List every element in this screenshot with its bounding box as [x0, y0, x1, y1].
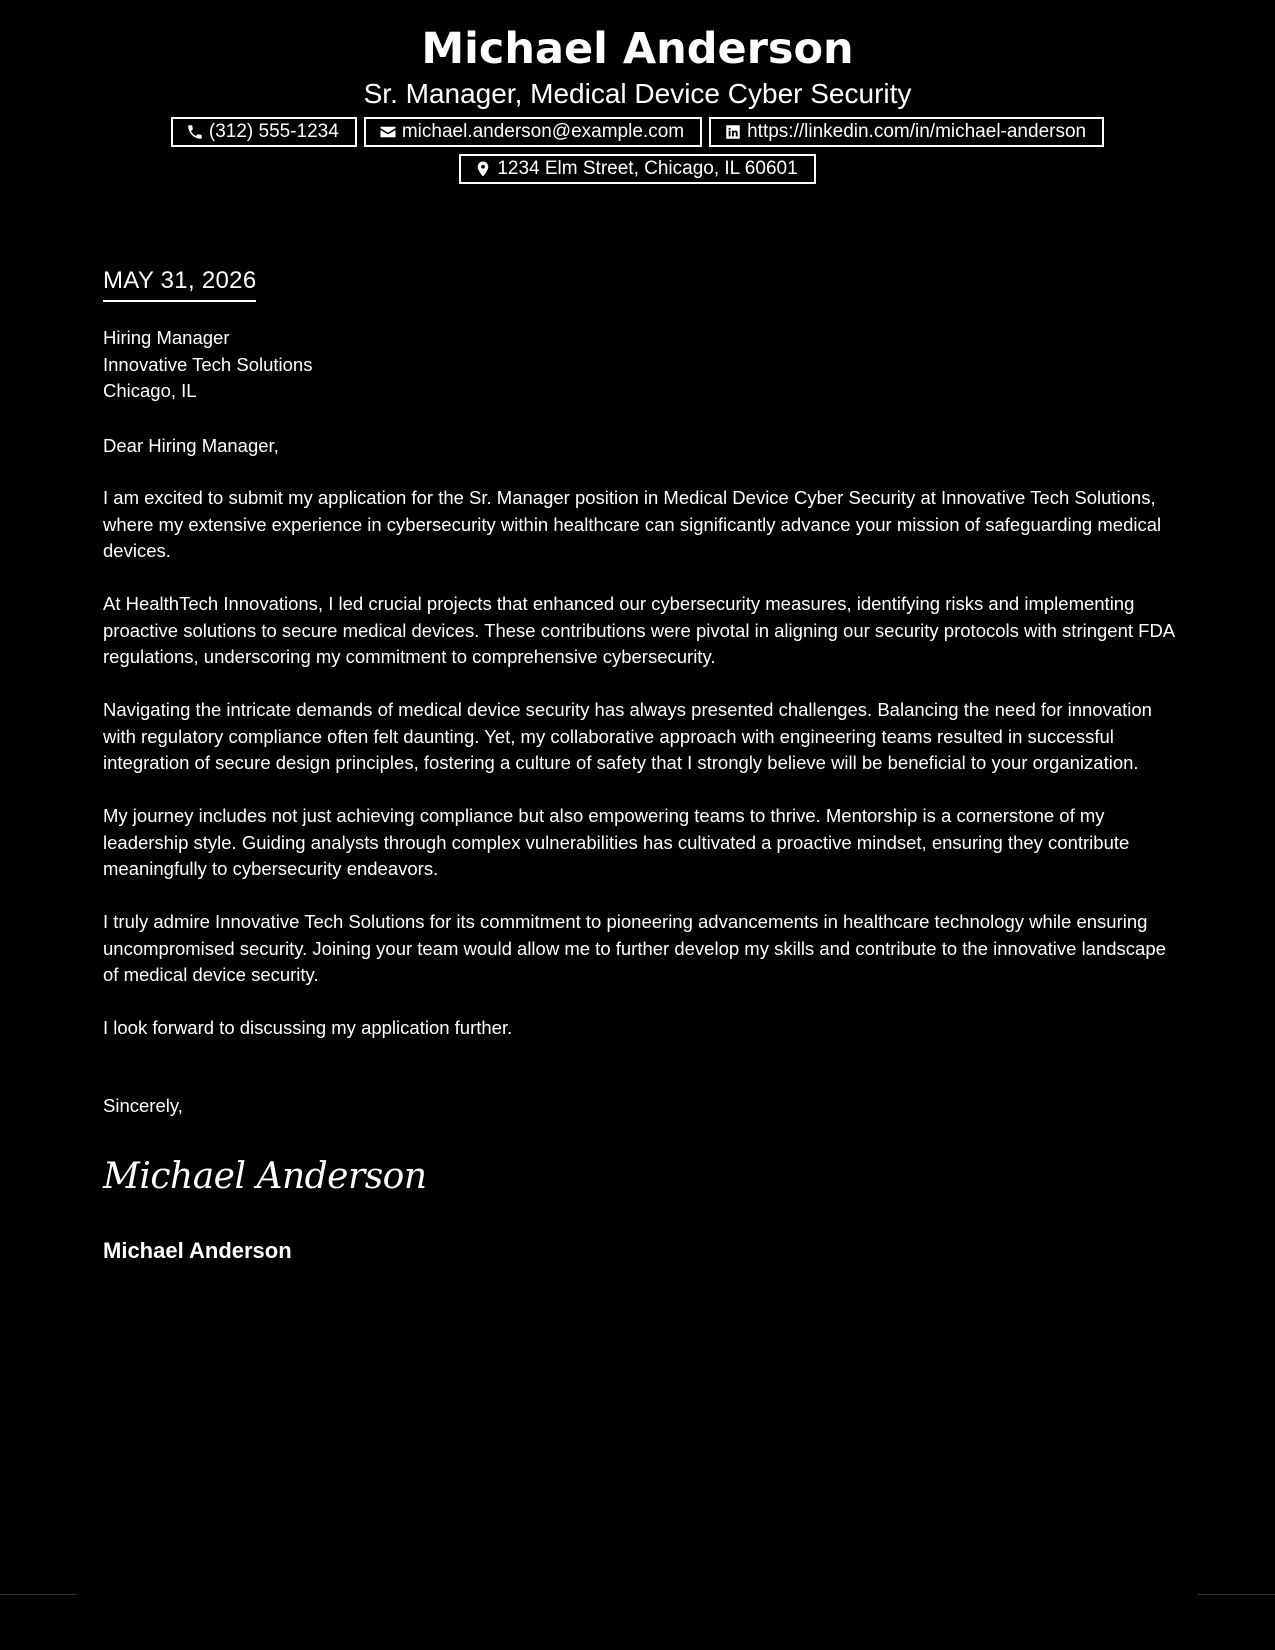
recipient-name: Hiring Manager [103, 327, 230, 348]
email-chip[interactable] [364, 117, 702, 147]
street-address: 1234 Elm Street, Chicago, IL 60601 [497, 158, 798, 179]
body-paragraph: I truly admire Innovative Tech Solutions for its commitment to pioneering advancements in healthcare technology while ensuring uncompromised security. Joining your team would allow me to further develop my skills and contribute to the innovative landscape of medical device security. [103, 911, 1166, 985]
phone-number: (312) 555-1234 [208, 121, 339, 142]
footer-divider-left [0, 1594, 77, 1595]
phone-icon [186, 123, 204, 141]
contact-row-secondary [0, 154, 1275, 184]
linkedin-url: https://linkedin.com/in/michael-anderson [747, 121, 1087, 142]
applicant-name: Michael Anderson [421, 24, 854, 74]
recipient-block [103, 325, 312, 405]
address-chip[interactable] [459, 154, 815, 184]
body-paragraph: I look forward to discussing my application further. [103, 1017, 513, 1038]
svg-text:Michael Anderson: Michael Anderson [103, 1156, 427, 1197]
body-paragraph: At HealthTech Innovations, I led crucial projects that enhanced our cybersecurity measures, identifying risks and implementing proactive solutions to secure medical devices. These contributions were pivotal in aligning our security protocols with stringent FDA regulations, underscoring my commitment to comprehensive cybersecurity. [103, 593, 1175, 667]
phone-chip[interactable] [171, 117, 357, 147]
body-paragraph: My journey includes not just achieving compliance but also empowering teams to thrive. Mentorship is a cornerstone of my leadership style. Guiding analysts through complex vulnerabilities has cultivated a proactive mindset, ensuring they contribute meaningfully to cybersecurity endeavors. [103, 805, 1130, 879]
map-pin-icon [474, 160, 492, 178]
body-paragraph: Navigating the intricate demands of medical device security has always presented challenges. Balancing the need for innovation with regulatory compliance often felt daunting. Yet, my collaborative approach with engineering teams resulted in successful integration of secure design principles, fostering a culture of safety that I strongly believe will be beneficial to your organization. [103, 699, 1152, 773]
recipient-company: Innovative Tech Solutions [103, 353, 313, 375]
closing: Sincerely, [103, 1095, 183, 1116]
applicant-title: Sr. Manager, Medical Device Cyber Security [363, 78, 912, 109]
body-paragraph: I am excited to submit my application for the Sr. Manager position in Medical Device Cyber Security at Innovative Tech Solutions, where my extensive experience in cybersecurity within healthcare can significantly advance your mission of safeguarding medical devices. [103, 487, 1162, 561]
recipient-location: Chicago, IL [103, 380, 197, 401]
handwritten-signature [103, 1150, 427, 1202]
contact-row-primary [0, 117, 1275, 147]
letter-date: MAY 31, 2026 [103, 266, 256, 302]
envelope-icon [379, 123, 397, 141]
salutation: Dear Hiring Manager, [103, 435, 279, 456]
signer-name: Michael Anderson [103, 1238, 292, 1263]
footer-divider-right [1198, 1594, 1275, 1595]
letter-header [0, 22, 1275, 184]
email-address: michael.anderson@example.com [401, 121, 685, 142]
linkedin-icon [724, 123, 742, 141]
linkedin-chip[interactable] [709, 117, 1104, 147]
